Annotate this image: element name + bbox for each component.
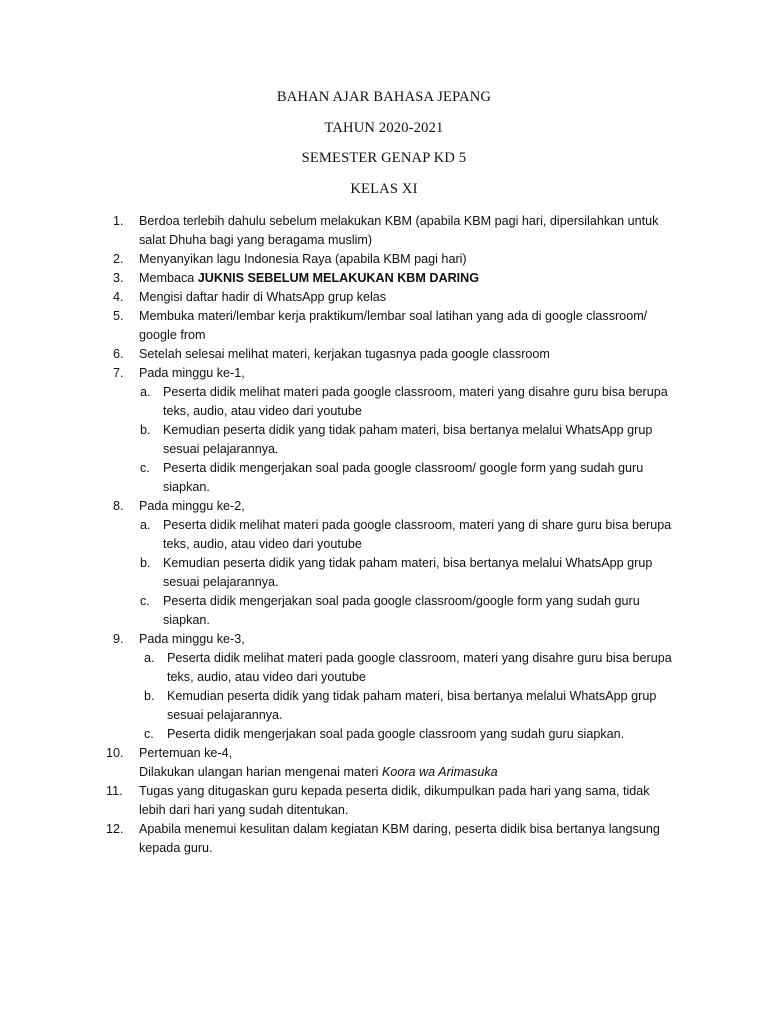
list-number: 11.	[106, 784, 123, 798]
sub-item-text: Peserta didik mengerjakan soal pada google classroom yang sudah guru siapkan.	[167, 727, 625, 741]
list-number: 10.	[106, 746, 124, 760]
list-item-text: Pada minggu ke-1,	[139, 366, 245, 380]
list-number: 9.	[113, 632, 124, 646]
sub-item-text: Peserta didik melihat materi pada google classroom, materi yang disahre guru bisa berupa teks, audio, atau video dari youtube	[163, 385, 668, 418]
list-number: 1.	[113, 214, 124, 228]
list-item-6	[0, 345, 679, 364]
sub-letter: a.	[144, 651, 155, 665]
list-item-7	[0, 364, 679, 383]
sub-item-7a	[0, 383, 679, 421]
list-item-10-continuation	[0, 763, 679, 782]
list-item-12	[0, 820, 679, 858]
list-item-text: Mengisi daftar hadir di WhatsApp grup kelas	[139, 290, 387, 304]
list-item-text-prefix: Membaca	[139, 271, 198, 285]
list-number: 8.	[113, 499, 124, 513]
sub-item-8c	[0, 592, 679, 630]
sub-item-7b	[0, 421, 679, 459]
list-item-2	[0, 250, 679, 269]
list-item-4	[0, 288, 679, 307]
list-item-text: Pada minggu ke-3,	[139, 632, 245, 646]
instruction-list	[0, 212, 768, 858]
juknis-bold-text: JUKNIS SEBELUM MELAKUKAN KBM DARING	[197, 271, 480, 285]
list-number: 2.	[113, 252, 124, 266]
sub-letter: b.	[140, 423, 151, 437]
list-item-10	[0, 744, 679, 763]
sub-letter: b.	[144, 689, 155, 703]
list-item-text: Pada minggu ke-2,	[139, 499, 245, 513]
sub-letter: c.	[144, 727, 154, 741]
list-number: 7.	[113, 366, 124, 380]
sub-item-9c	[0, 725, 679, 744]
sub-item-9b	[0, 687, 679, 725]
list-item-9	[0, 630, 679, 649]
list-number: 3.	[113, 271, 124, 285]
sub-item-7c	[0, 459, 679, 497]
sub-item-text: Peserta didik mengerjakan soal pada google classroom/ google form yang sudah guru siapkan.	[163, 461, 644, 494]
list-item-1	[0, 212, 679, 250]
list-item-text: Pertemuan ke-4,	[139, 746, 233, 760]
list-item-text: Tugas yang ditugaskan guru kepada peserta didik, dikumpulkan pada hari yang sama, tidak lebih dari hari yang sudah ditentukan.	[139, 784, 650, 817]
list-item-8	[0, 497, 679, 516]
sub-letter: b.	[140, 556, 151, 570]
sub-letter: a.	[140, 518, 151, 532]
sub-item-text: Kemudian peserta didik yang tidak paham materi, bisa bertanya melalui WhatsApp grup sesuai pelajarannya.	[167, 689, 657, 722]
sub-item-8a	[0, 516, 679, 554]
sub-item-text: Kemudian peserta didik yang tidak paham materi, bisa bertanya melalui WhatsApp grup sesuai pelajarannya.	[163, 423, 653, 456]
continuation-text: Dilakukan ulangan harian mengenai materi	[139, 765, 382, 779]
document-class: KELAS XI	[350, 181, 418, 197]
document-semester: SEMESTER GENAP KD 5	[301, 150, 467, 166]
list-number: 4.	[113, 290, 124, 304]
sub-letter: a.	[140, 385, 151, 399]
list-item-text: Berdoa terlebih dahulu sebelum melakukan KBM (apabila KBM pagi hari, dipersilahkan untuk salat Dhuha bagi yang beragama muslim)	[139, 214, 659, 247]
lesson-title-italic: Koora wa Arimasuka	[381, 765, 498, 779]
sub-letter: c.	[140, 594, 150, 608]
sub-item-text: Peserta didik mengerjakan soal pada google classroom/google form yang sudah guru siapkan.	[163, 594, 640, 627]
list-item-3	[0, 269, 679, 288]
document-year: TAHUN 2020-2021	[324, 120, 444, 136]
document-title: BAHAN AJAR BAHASA JEPANG	[276, 89, 492, 105]
sub-item-8b	[0, 554, 679, 592]
list-item-text: Membuka materi/lembar kerja praktikum/lembar soal latihan yang ada di google classroom/ google from	[139, 309, 648, 342]
list-item-text: Setelah selesai melihat materi, kerjakan tugasnya pada google classroom	[139, 347, 550, 361]
sub-item-text: Peserta didik melihat materi pada google classroom, materi yang disahre guru bisa berupa teks, audio, atau video dari youtube	[167, 651, 672, 684]
list-item-text: Menyanyikan lagu Indonesia Raya (apabila KBM pagi hari)	[139, 252, 467, 266]
list-item-text: Apabila menemui kesulitan dalam kegiatan KBM daring, peserta didik bisa bertanya langsung kepada guru.	[139, 822, 660, 855]
sub-item-text: Peserta didik melihat materi pada google classroom, materi yang di share guru bisa berupa teks, audio, atau video dari youtube	[163, 518, 672, 551]
sub-item-text: Kemudian peserta didik yang tidak paham materi, bisa bertanya melalui WhatsApp grup sesuai pelajarannya.	[163, 556, 653, 589]
list-number: 6.	[113, 347, 124, 361]
sub-letter: c.	[140, 461, 150, 475]
list-number: 12.	[106, 822, 124, 836]
list-number: 5.	[113, 309, 124, 323]
sub-item-9a	[0, 649, 679, 687]
list-item-5	[0, 307, 679, 345]
list-item-11	[0, 782, 679, 820]
